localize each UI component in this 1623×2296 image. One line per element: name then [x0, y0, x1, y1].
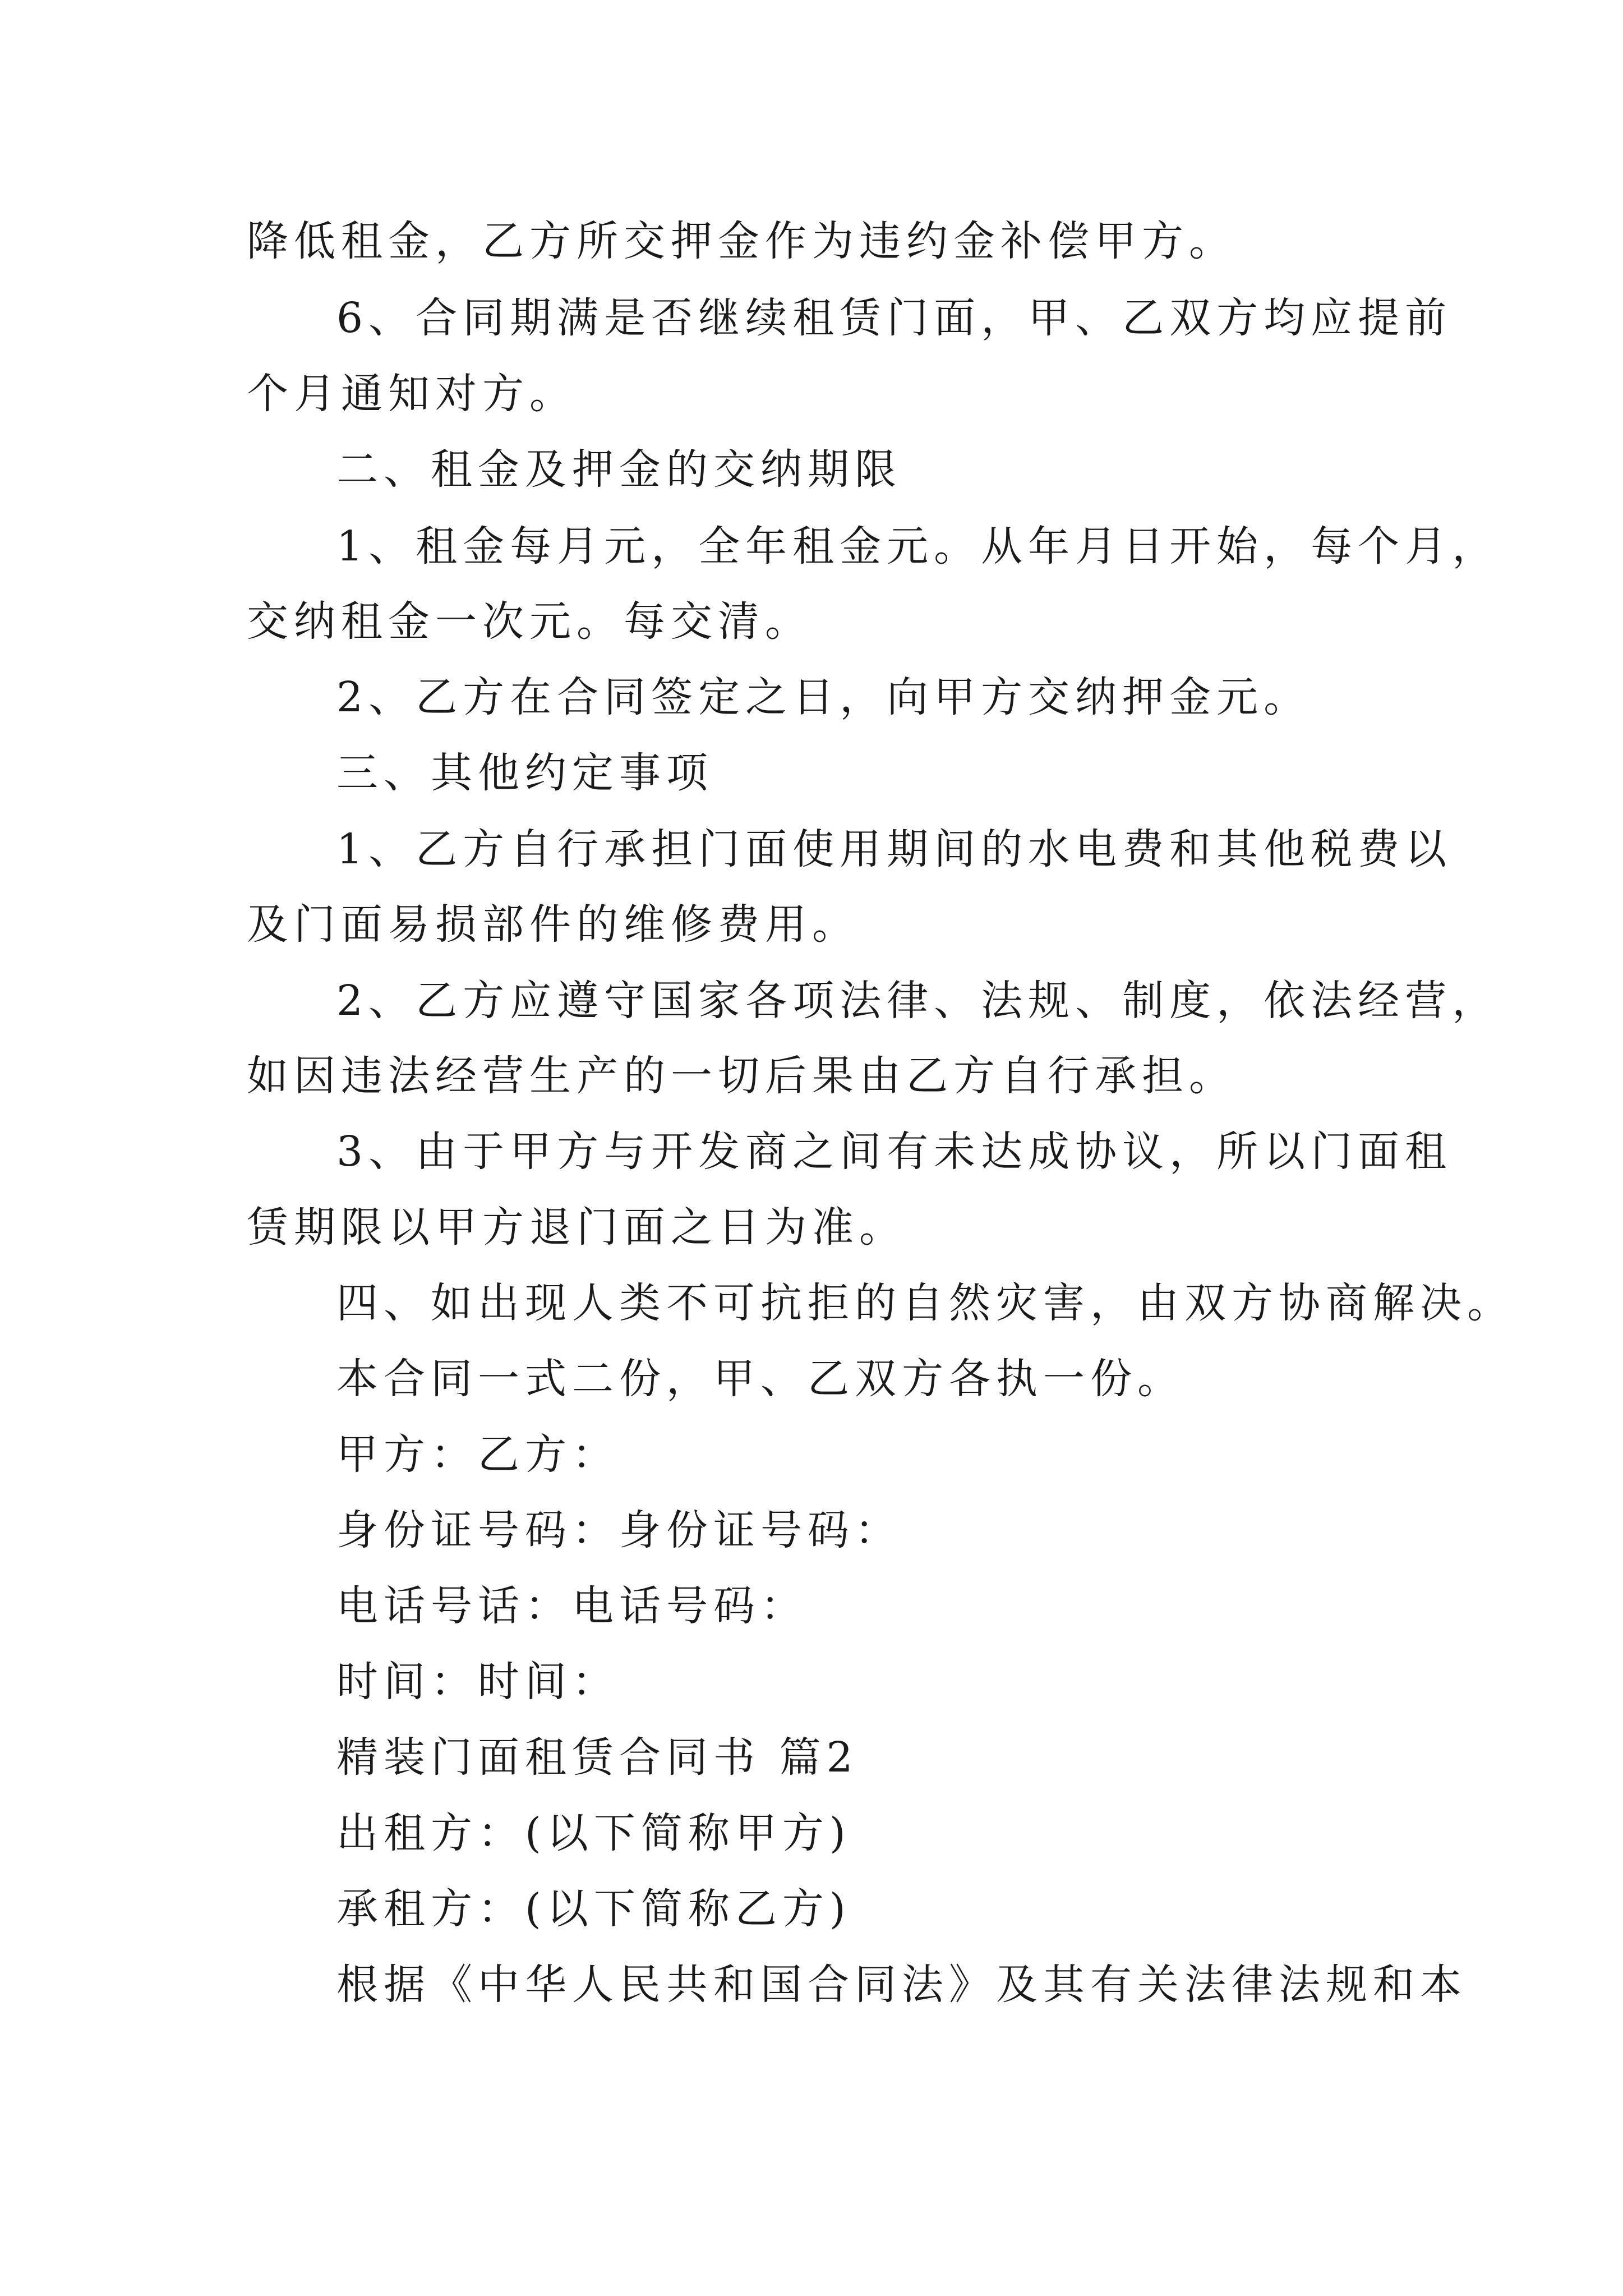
signature-id-number: 身份证号码：身份证号码： [336, 1506, 902, 1554]
clause-rent-2: 2、乙方在合同签定之日，向甲方交纳押金元。 [336, 673, 1311, 721]
text-line-continuation: 及门面易损部件的维修费用。 [247, 900, 859, 949]
legal-basis-line: 根据《中华人民共和国合同法》及其有关法律法规和本 [336, 1961, 1467, 2009]
lessor-line: 出租方：(以下简称甲方) [336, 1809, 851, 1857]
text-line-continuation: 交纳租金一次元。每交清。 [247, 597, 812, 646]
contract-copies-note: 本合同一式二份，甲、乙双方各执一份。 [336, 1355, 1184, 1403]
clause-rent-1: 1、租金每月元，全年租金元。从年月日开始，每个月， [336, 522, 1500, 570]
section-heading-2: 二、租金及押金的交纳期限 [336, 445, 902, 494]
text-line-continuation: 个月通知对方。 [247, 370, 577, 418]
clause-6: 6、合同期满是否继续租赁门面，甲、乙双方均应提前 [336, 294, 1453, 342]
clause-other-1: 1、乙方自行承担门面使用期间的水电费和其他税费以 [336, 825, 1453, 873]
text-line-continuation: 如因违法经营生产的一切后果由乙方自行承担。 [247, 1052, 1236, 1100]
section-heading-3: 三、其他约定事项 [336, 749, 713, 797]
signature-phone: 电话号话：电话号码： [336, 1582, 808, 1630]
section-heading-4: 四、如出现人类不可抗拒的自然灾害，由双方协商解决。 [336, 1279, 1514, 1327]
clause-other-2: 2、乙方应遵守国家各项法律、法规、制度，依法经营， [336, 977, 1500, 1025]
text-line-continuation: 赁期限以甲方退门面之日为准。 [247, 1203, 906, 1251]
text-line-continuation: 降低租金，乙方所交押金作为违约金补偿甲方。 [247, 217, 1236, 265]
document-title-part-2: 精装门面租赁合同书 篇2 [336, 1733, 859, 1782]
clause-other-3: 3、由于甲方与开发商之间有未达成协议，所以门面租 [336, 1128, 1453, 1176]
signature-date: 时间：时间： [336, 1658, 619, 1706]
lessee-line: 承租方：(以下简称乙方) [336, 1885, 851, 1933]
signature-parties: 甲方：乙方： [336, 1430, 619, 1479]
